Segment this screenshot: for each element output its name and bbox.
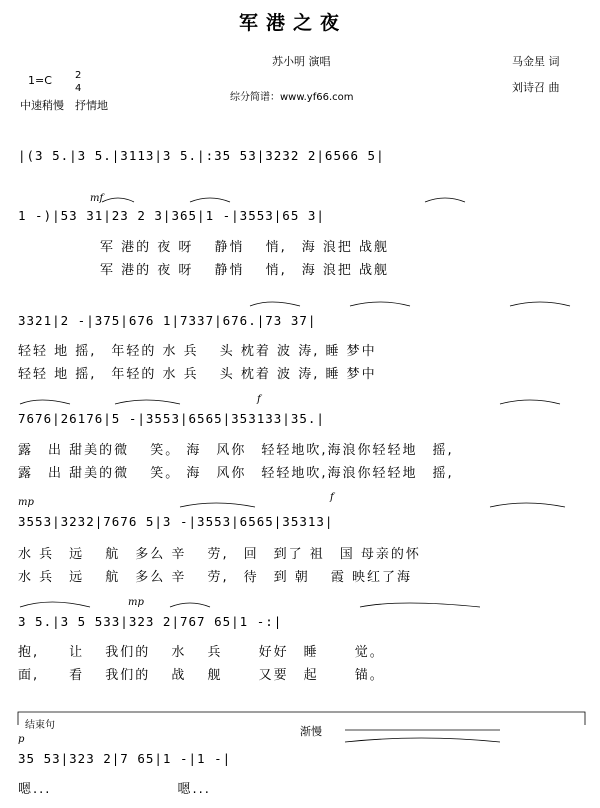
lyrics-row-3-verse-1: 轻轻 地 摇, 年轻的 水 兵 头 枕着 波 涛, 睡 梦中 [18, 344, 377, 359]
lyrics-row-6-verse-2: 面, 看 我们的 战 舰 又要 起 锚。 [18, 668, 385, 683]
time-signature-bottom: 4 [75, 83, 82, 94]
dynamic-mp-row-5: mp [18, 497, 34, 508]
slur [425, 198, 465, 202]
lyrics-row-6-verse-1: 抱, 让 我们的 水 兵 好好 睡 觉。 [18, 645, 385, 660]
slur [250, 302, 300, 306]
dynamic-f-row-5: f [330, 492, 334, 503]
slur [170, 603, 210, 607]
lyrics-row-4-verse-2: 露 出 甜美的微 笑。 海 风你 轻轻地吹,海浪你轻轻地 摇, [18, 466, 454, 481]
notation-row-7: 35 53|323 2|7 65|1 -|1 -| [18, 751, 232, 766]
lyrics-row-3-verse-2: 轻轻 地 摇, 年轻的 水 兵 头 枕着 波 涛, 睡 梦中 [18, 367, 377, 382]
singer-credit: 苏小明 演唱 [272, 55, 331, 68]
slur [360, 603, 480, 607]
slur [115, 400, 180, 404]
dynamic-mf: mf [90, 193, 104, 204]
lyrics-row-5-verse-2: 水 兵 远 航 多么 辛 劳, 待 到 朝 霞 映红了海 [18, 570, 413, 585]
song-title: 军港之夜 [239, 12, 348, 34]
notation-row-4: 7676|26176|5 -|3553|6565|353133|35.| [18, 411, 325, 426]
slur [500, 400, 560, 404]
dynamic-f-row-4: f [257, 394, 261, 405]
slur [190, 198, 230, 202]
tempo-marking: 中速稍慢 抒情地 [20, 99, 108, 112]
notation-row-2: 1 -)|53 31|23 2 3|365|1 -|3553|65 3| [18, 208, 325, 223]
dynamic-mp-row-6: mp [128, 597, 144, 608]
lyricist-credit: 马金星 词 [512, 55, 560, 68]
notation-row-6: 3 5.|3 5 533|323 2|767 65|1 -:| [18, 614, 283, 629]
slur [350, 302, 410, 306]
slur [180, 503, 255, 507]
slur [102, 198, 134, 202]
key-signature: 1=C [28, 74, 52, 87]
slur [20, 400, 70, 404]
slur [510, 302, 570, 306]
lyrics-row-4-verse-1: 露 出 甜美的微 笑。 海 风你 轻轻地吹,海浪你轻轻地 摇, [18, 443, 454, 458]
lyrics-row-7: 嗯... 嗯... [18, 782, 211, 797]
time-signature-top: 2 [75, 70, 82, 81]
lyrics-row-2-verse-2: 军 港的 夜 呀 静悄 悄, 海 浪把 战舰 [100, 263, 390, 278]
lyrics-row-5-verse-1: 水 兵 远 航 多么 辛 劳, 回 到了 祖 国 母亲的怀 [18, 547, 421, 562]
dynamic-p: p [18, 734, 25, 745]
ending-label: 结束句 [25, 720, 55, 731]
lyrics-row-2-verse-1: 军 港的 夜 呀 静悄 悄, 海 浪把 战舰 [100, 240, 390, 255]
composer-credit: 刘诗召 曲 [512, 81, 560, 94]
ritardando-marking: 渐慢 [300, 725, 322, 738]
notation-row-5: 3553|3232|7676 5|3 -|3553|6565|35313| [18, 514, 334, 529]
slur [345, 738, 500, 742]
notation-row-1: |(3 5.|3 5.|3113|3 5.|:35 53|3232 2|6566 5| [18, 148, 385, 163]
slur [490, 503, 565, 507]
slur [20, 602, 90, 607]
website-note: 综分简谱：www.yf66.com [230, 92, 354, 103]
notation-row-3: 3321|2 -|375|676 1|7337|676.|73 37| [18, 313, 317, 328]
